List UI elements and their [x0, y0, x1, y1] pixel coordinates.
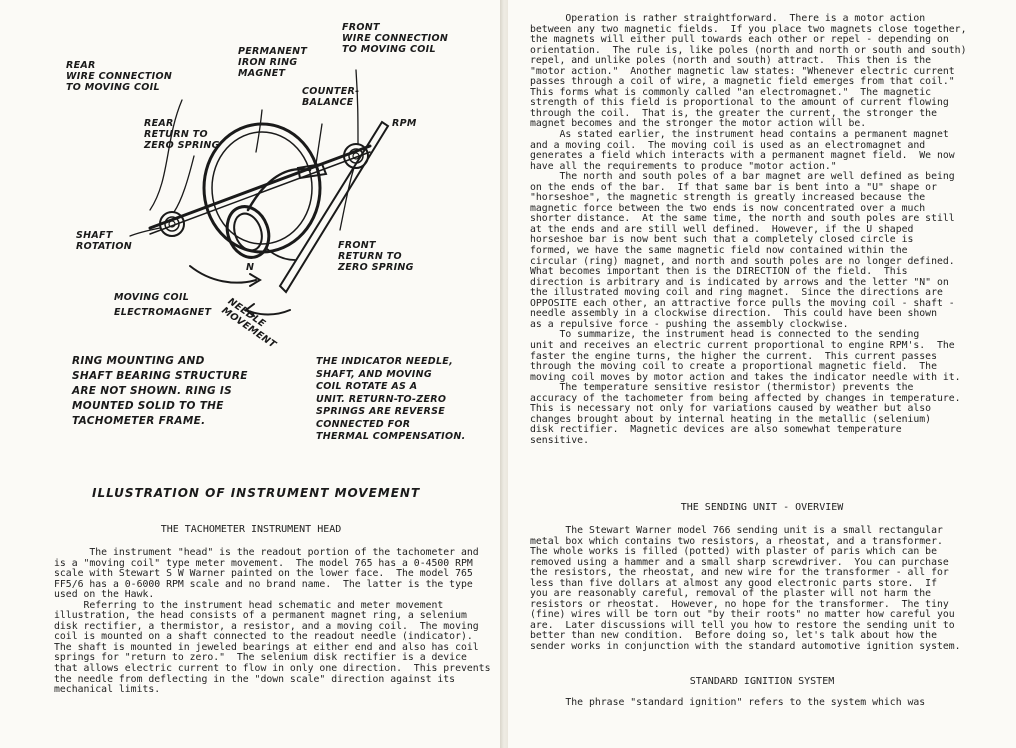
label-counter-balance: COUNTER- BALANCE	[302, 86, 360, 108]
left-page	[0, 0, 502, 748]
standard-ignition-body: The phrase "standard ignition" refers to the system which was	[530, 697, 926, 708]
right-page	[508, 0, 1016, 748]
operation-body: Operation is rather straightforward. There is a motor action between any two magnetic fields. If you place two magnets close together, the magnets will either pull towards each other or repel - depending on orientation. The rule is, like poles (north and north or south and south) repel, and unlike poles (north and south) attract. This then is the "motor action." Another magnetic law states: "Whenever electric current passes through a coil of wire, a magnetic field emerges from that coil." This forms what is commonly called "an electromagnet." The magnetic strength of this field is proportional to the amount of current flowing through the coil. That is, the greater the current, the stronger the magnet becomes and the stronger the motor action will be. As stated earlier, the instrument head contains a permanent magnet and a moving coil. The moving coil is used as an electromagnet and generates a field which interacts with a permanent magnet field. We now have all the requirements to produce "motor action." The north and south poles of a bar magnet are well defined as being on the ends of the bar. If that same bar is bent into a "U" shape or "horseshoe", the magnetic strength is greatly increased because the magnetic force between the two ends is now concentrated over a much shorter distance. At the same time, the north and south poles are still at the ends and are still well defined. However, if the U shaped horseshoe bar is now bent such that a completely closed circle is formed, we have the same magnetic field now contained within the circular (ring) magnet, and north and south poles are no longer defined. What becomes important then is the DIRECTION of the field. This direction is arbitrary and is indicated by arrows and the letter "N" on the illustrated moving coil and ring magnet. Since the directions are OPPOSITE each other, an attractive force pulls the moving coil - shaft - needle assembly in a clockwise direction. This could have been shown as a repulsive force - pushing the assembly clockwise. To summarize, the instrument head is connected to the sending unit and receives an electric current proportional to engine RPM's. The faster the engine turns, the higher the current. This current passes through the moving coil to create a proportional magnetic field. The moving coil moves by motor action and takes the indicator needle with it. The temperature sensitive resistor (thermistor) prevents the accuracy of the tachometer from being affected by changes in temperature. This is necessary not only for variations caused by weather but also changes brought about by internal heating in the metallic (selenium) disk rectifier. Magnetic devices are also somewhat temperature sensitive.	[530, 13, 967, 446]
section-title-standard-ignition: STANDARD IGNITION SYSTEM	[689, 676, 835, 687]
note-ring-mounting: RING MOUNTING AND SHAFT BEARING STRUCTURE ARE NOT SHOWN. RING IS MOUNTED SOLID TO THE TACHOMETER FRAME.	[72, 355, 248, 427]
label-needle-movement: NEEDLE MOVEMENT	[219, 296, 278, 351]
label-rear-return-spring: REAR RETURN TO ZERO SPRING	[144, 118, 220, 151]
label-shaft-rotation: SHAFT ROTATION	[76, 230, 133, 252]
note-indicator-needle: THE INDICATOR NEEDLE, SHAFT, AND MOVING COIL ROTATE AS A UNIT. RETURN-TO-ZERO SPRINGS ARE REVERSE CONNECTED FOR THERMAL COMPENSATION.	[316, 356, 466, 442]
label-rpm: RPM	[392, 118, 417, 129]
label-permanent-magnet: PERMANENT IRON RING MAGNET	[238, 46, 308, 79]
illustration-caption: ILLUSTRATION OF INSTRUMENT MOVEMENT	[92, 486, 421, 500]
label-rear-wire-connection: REAR WIRE CONNECTION TO MOVING COIL	[66, 60, 173, 93]
section-title-sending-unit: THE SENDING UNIT - OVERVIEW	[680, 502, 844, 513]
instrument-head-body: The instrument "head" is the readout portion of the tachometer and is a "moving coil" type meter movement. The model 765 has a 0-4500 RPM scale with Stewart S W Warner painted on the lower face. The model 765 FF5/6 has a 0-6000 RPM scale and no brand name. The latter is the type used on the Hawk. Referring to the instrument head schematic and meter movement illustration, the head consists of a permanent magnet ring, a selenium disk rectifier, a thermistor, a resistor, and a moving coil. The moving coil is mounted on a shaft connected to the readout needle (indicator). The shaft is mounted in jeweled bearings at either end and also has coil springs for "return to zero." The selenium disk rectifier is a device that allows electric current to flow in only one direction. This prevents the needle from deflecting in the "down scale" direction against its mechanical limits.	[54, 547, 491, 696]
label-n-pole: N	[246, 262, 255, 273]
label-front-return-spring: FRONT RETURN TO ZERO SPRING	[338, 240, 414, 273]
section-title-instrument-head: THE TACHOMETER INSTRUMENT HEAD	[160, 524, 342, 535]
sending-unit-body: The Stewart Warner model 766 sending unit is a small rectangular metal box which contains two resistors, a rheostat, and a transformer. The whole works is filled (potted) with plaster of paris which can be removed using a hammer and a small sharp screwdriver. You can purchase the resistors, the rheostat, and new wire for the transformer - all for less than five dollars at almost any good electronic parts store. If you are reasonably careful, removal of the plaster will not harm the resistors or rheostat. However, no hope for the transformer. The tiny (fine) wires will be torn out "by their roots" no matter how careful you are. Later discussions will tell you how to restore the sending unit to better than new condition. Before doing so, let's talk about how the sender works in conjunction with the standard automotive ignition system.	[530, 525, 961, 653]
label-front-wire-connection: FRONT WIRE CONNECTION TO MOVING COIL	[342, 22, 449, 55]
label-moving-coil: MOVING COIL ELECTROMAGNET	[114, 292, 212, 318]
